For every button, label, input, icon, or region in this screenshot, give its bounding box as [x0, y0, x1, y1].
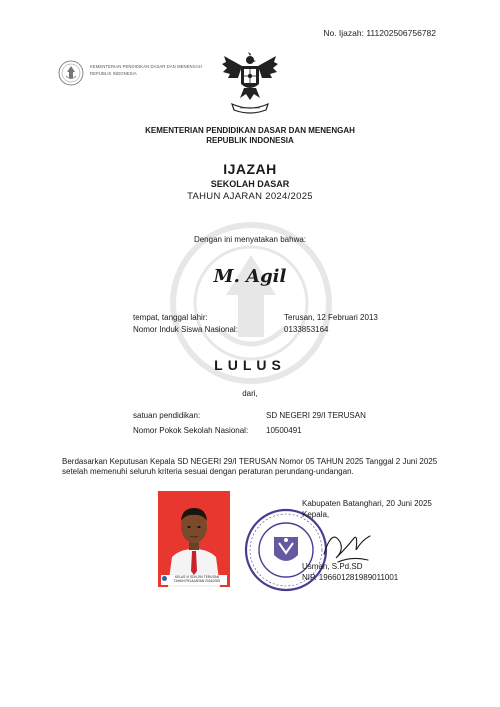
- birth-label: tempat, tanggal lahir:: [133, 313, 208, 322]
- photo-caption-line2: TAHUN PELAJARAN 2024/2025: [173, 579, 221, 584]
- ministry-title: [0, 126, 500, 146]
- school-label: satuan pendidikan:: [133, 411, 201, 420]
- school-level: SEKOLAH DASAR: [210, 179, 290, 189]
- nisn-label: Nomor Induk Siswa Nasional:: [133, 325, 238, 334]
- student-name: M. Agil: [213, 266, 287, 287]
- sign-place-date: Kabupaten Batanghari, 20 Juni 2025: [302, 499, 432, 508]
- npsn-label: Nomor Pokok Sekolah Nasional:: [133, 426, 249, 435]
- photo-caption: [161, 575, 227, 585]
- garuda-emblem-icon: [220, 50, 280, 118]
- ministry-small-text: [90, 64, 202, 77]
- nisn-value: 0133853164: [284, 325, 329, 334]
- principal-nip: NIP. 196601281989011001: [302, 573, 399, 582]
- student-portrait-icon: [158, 491, 230, 587]
- decision-basis-text: Berdasarkan Keputusan Kepala SD NEGERI 29/I TERUSAN Nomor 05 TAHUN 2025 Tanggal 2 Juni 2025 setelah memenuhi seluruh kriteria sesuai dengan peraturan perundang-undangan.: [62, 457, 438, 476]
- school-value: SD NEGERI 29/I TERUSAN: [266, 411, 366, 420]
- photo-caption-line1: KELAS VI SDN 29/I TERUSAN: [174, 575, 220, 580]
- tut-wuri-handayani-logo-icon: [58, 60, 84, 86]
- statement-text: Dengan ini menyatakan bahwa:: [193, 235, 307, 244]
- document-title: IJAZAH: [223, 161, 277, 177]
- ministry-title-line1: KEMENTERIAN PENDIDIKAN DASAR DAN MENENGAH: [145, 126, 355, 135]
- npsn-value: 10500491: [266, 426, 302, 435]
- academic-year: TAHUN AJARAN 2024/2025: [187, 191, 313, 202]
- ministry-small-line1: KEMENTERIAN PENDIDIKAN DASAR DAN MENENGAH: [90, 64, 203, 69]
- ijazah-number: No. Ijazah: 111202506756782: [323, 28, 436, 38]
- ministry-title-line2: REPUBLIK INDONESIA: [206, 136, 294, 145]
- student-photo: [158, 491, 230, 587]
- sign-role: Kepala,: [302, 510, 330, 519]
- graduation-result: LULUS: [214, 357, 286, 373]
- from-text: dari,: [242, 389, 258, 398]
- ministry-small-line2: REPUBLIK INDONESIA: [90, 70, 137, 76]
- birth-value: Terusan, 12 Februari 2013: [284, 313, 378, 322]
- principal-name: Usman, S.Pd.SD: [302, 562, 363, 571]
